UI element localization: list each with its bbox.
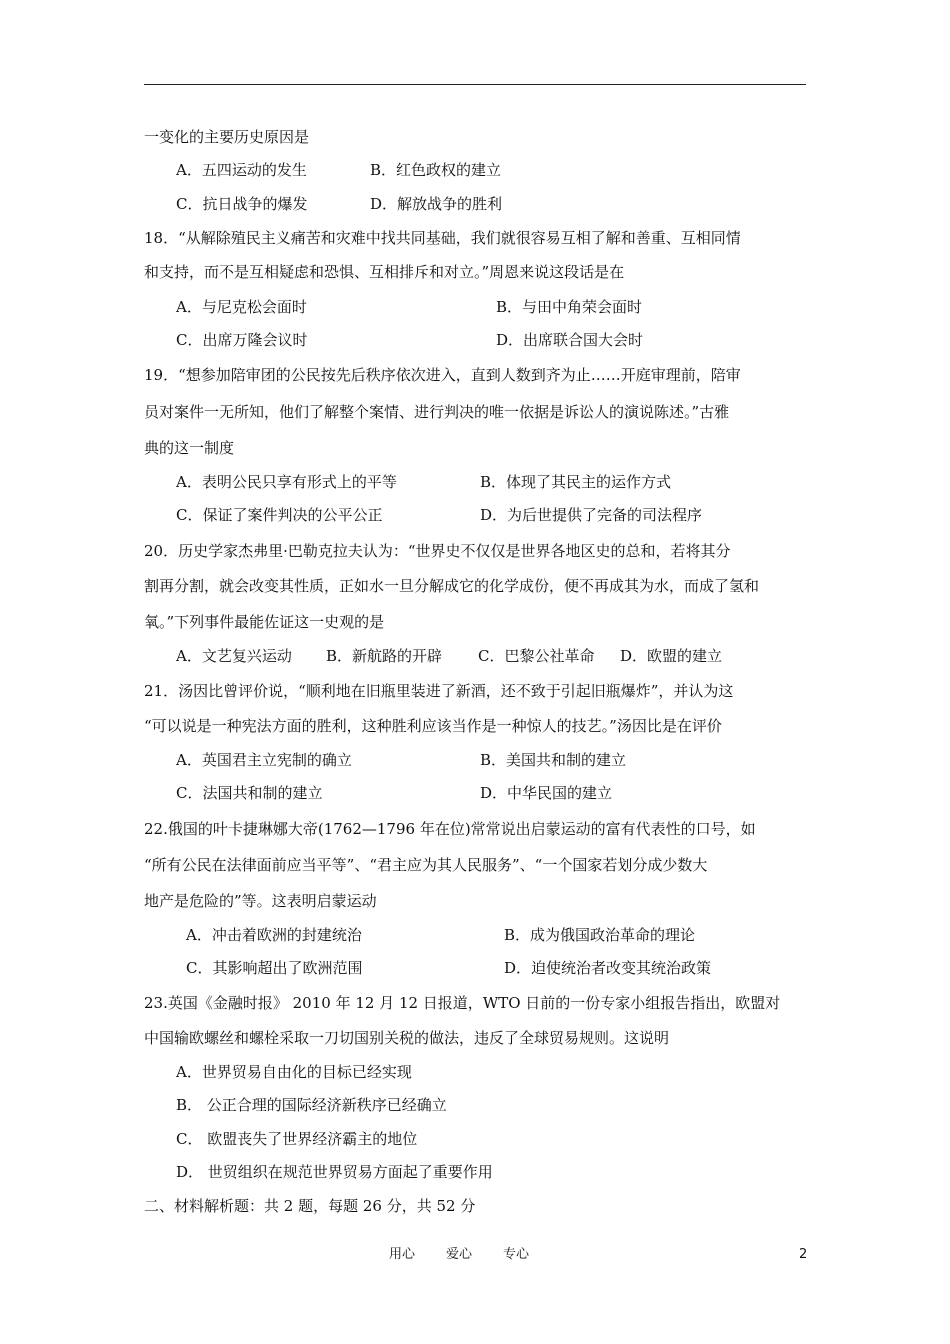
q20-option-d: D．欧盟的建立: [620, 647, 723, 665]
q22-option-b: B．成为俄国政治革命的理论: [504, 926, 696, 944]
q23-option-a: A．世界贸易自由化的目标已经实现: [176, 1063, 412, 1081]
question-22-line-1: 22.俄国的叶卡捷琳娜大帝(1762—1796 年在位)常常说出启蒙运动的富有代表性的口号，如: [144, 820, 756, 838]
question-19-line-1: 19．“想参加陪审团的公民按先后秩序依次进入，直到人数到齐为止……开庭审理前，陪审: [144, 366, 741, 384]
footer-motto-1: 用心: [389, 1247, 416, 1262]
q18-option-b: B．与田中角荣会面时: [496, 298, 643, 316]
q17-option-c: C．抗日战争的爆发: [176, 195, 308, 213]
question-23-line-2: 中国输欧螺丝和螺栓采取一刀切国别关税的做法，违反了全球贸易规则。这说明: [144, 1029, 670, 1047]
q21-option-a: A．英国君主立宪制的确立: [176, 751, 352, 769]
question-23-line-1: 23.英国《金融时报》 2010 年 12 月 12 日报道，WTO 日前的一份专家小组报告指出，欧盟对: [144, 994, 781, 1012]
q19-option-d: D．为后世提供了完备的司法程序: [480, 506, 703, 524]
q17-option-a: A．五四运动的发生: [176, 161, 307, 179]
q20-option-a: A．文艺复兴运动: [176, 647, 292, 665]
section-2-heading: 二、材料解析题：共 2 题，每题 26 分，共 52 分: [144, 1197, 476, 1215]
question-20-line-1: 20．历史学家杰弗里·巴勒克拉夫认为：“世界史不仅仅是世界各地区史的总和，若将其分: [144, 542, 731, 560]
q19-option-c: C．保证了案件判决的公平公正: [176, 506, 383, 524]
q21-option-d: D．中华民国的建立: [480, 784, 613, 802]
question-19-line-3: 典的这一制度: [144, 439, 235, 457]
q23-option-b: B． 公正合理的国际经济新秩序已经确立: [176, 1096, 447, 1114]
q17-option-b: B．红色政权的建立: [370, 161, 502, 179]
question-19-line-2: 员对案件一无所知，他们了解整个案情、进行判决的唯一依据是诉讼人的演说陈述。”古雅: [144, 403, 730, 421]
q22-option-c: C．其影响超出了欧洲范围: [186, 959, 363, 977]
q21-option-c: C．法国共和制的建立: [176, 784, 323, 802]
question-22-line-2: “所有公民在法律面前应当平等”、“君主应为其人民服务”、“一个国家若划分成少数大: [144, 856, 708, 874]
q22-option-d: D．迫使统治者改变其统治政策: [504, 959, 712, 977]
q22-option-a: A．冲击着欧洲的封建统治: [186, 926, 362, 944]
question-21-line-2: “可以说是一种宪法方面的胜利，这种胜利应该当作是一种惊人的技艺。”汤因比是在评价: [144, 717, 722, 735]
footer-motto-2: 爱心: [446, 1247, 473, 1262]
q23-option-d: D． 世贸组织在规范世界贸易方面起了重要作用: [176, 1163, 493, 1181]
page-number: 2: [799, 1247, 808, 1262]
q18-option-a: A．与尼克松会面时: [176, 298, 307, 316]
q23-option-c: C． 欧盟丧失了世界经济霸主的地位: [176, 1130, 418, 1148]
q21-option-b: B．美国共和制的建立: [480, 751, 627, 769]
q19-option-a: A．表明公民只享有形式上的平等: [176, 473, 397, 491]
header-rule: [144, 84, 806, 85]
question-18-line-2: 和支持，而不是互相疑虑和恐惧、互相排斥和对立。”周恩来说这段话是在: [144, 263, 625, 281]
question-21-line-1: 21．汤因比曾评价说，“顺利地在旧瓶里装进了新酒，还不致于引起旧瓶爆炸”，并认为这: [144, 682, 734, 700]
question-20-line-2: 割再分割，就会改变其性质，正如水一旦分解成它的化学成份，便不再成其为水，而成了氢和: [144, 577, 760, 595]
q18-option-c: C．出席万隆会议时: [176, 331, 308, 349]
q20-option-c: C．巴黎公社革命: [478, 647, 595, 665]
q20-option-b: B．新航路的开辟: [326, 647, 443, 665]
question-17-stem: 一变化的主要历史原因是: [144, 128, 310, 146]
q18-option-d: D．出席联合国大会时: [496, 331, 644, 349]
question-18-line-1: 18．“从解除殖民主义痛苦和灾难中找共同基础，我们就很容易互相了解和善重、互相同情: [144, 229, 741, 247]
q17-option-d: D．解放战争的胜利: [370, 195, 503, 213]
footer-motto-3: 专心: [503, 1247, 530, 1262]
q19-option-b: B．体现了其民主的运作方式: [480, 473, 672, 491]
question-22-line-3: 地产是危险的”等。这表明启蒙运动: [144, 892, 377, 910]
question-20-line-3: 氧。”下列事件最能佐证这一史观的是: [144, 613, 385, 631]
